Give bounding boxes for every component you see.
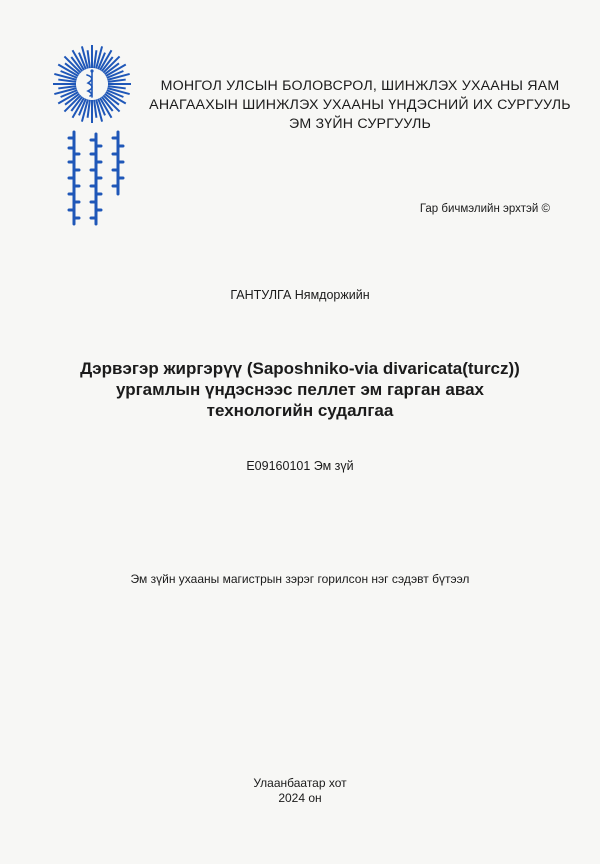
city: Улаанбаатар хот xyxy=(253,776,347,790)
title-line: технологийн судалгаа xyxy=(206,401,394,420)
mongolian-script-emblem xyxy=(60,128,132,228)
thesis-title xyxy=(60,358,540,421)
specialty-code: E09160101 Эм зүй xyxy=(246,459,354,473)
org-line-ministry: МОНГОЛ УЛСЫН БОЛОВСРОЛ, ШИНЖЛЭХ УХААНЫ ЯАМ xyxy=(160,78,560,94)
title-line: ургамлын үндэснээс пеллет эм гарган авах xyxy=(115,380,485,399)
place-and-year xyxy=(0,776,600,806)
title-line: Дэрвэгэр жиргэрүү (Saposhniko-via divaricata(turcz)) xyxy=(80,359,520,378)
degree-statement: Эм зүйн ухааны магистрын зэрэг горилсон нэг сэдэвт бүтээл xyxy=(130,572,470,586)
author-name: ГАНТУЛГА Нямдоржийн xyxy=(230,288,370,302)
copyright-notice: Гар бичмэлийн эрхтэй © xyxy=(419,203,550,215)
year: 2024 он xyxy=(278,791,322,805)
org-line-university: АНАГААХЫН ШИНЖЛЭХ УХААНЫ ҮНДЭСНИЙ ИХ СУРГУУЛЬ xyxy=(149,97,571,113)
org-line-school: ЭМ ЗҮЙН СУРГУУЛЬ xyxy=(288,116,432,132)
university-emblem-icon xyxy=(52,44,132,124)
organization-header xyxy=(140,77,580,134)
